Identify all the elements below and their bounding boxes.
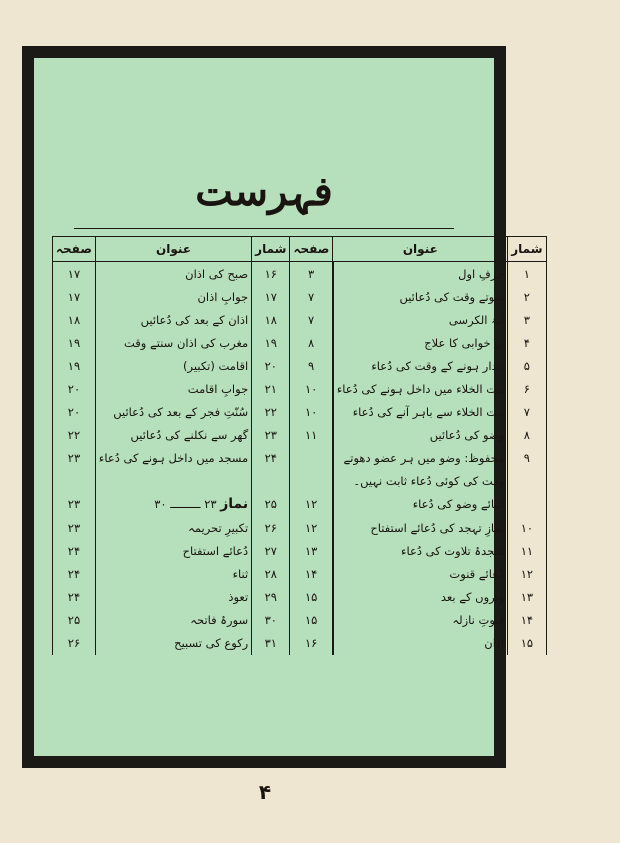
entry-topic: سجدۂ تلاوت کی دُعاء <box>333 539 508 562</box>
entry-topic: محفوظ: وضو میں ہر عضو دھوتے <box>333 447 508 470</box>
entry-topic: جوابِ اقامت <box>95 377 251 400</box>
entry-topic: سُنّتِ فجر کے بعد کی دُعائیں <box>95 401 251 424</box>
entry-serial: ۱۳ <box>508 585 546 608</box>
entry-topic: وتروں کے بعد <box>333 585 508 608</box>
entry-page: ۲۰ <box>53 377 96 400</box>
entry-topic: بیدار ہونے کے وقت کی دُعاء <box>333 354 508 377</box>
table-row <box>53 377 547 400</box>
entry-serial: ۲۷ <box>252 539 290 562</box>
entry-page: ۲۴ <box>53 562 96 585</box>
header-serial-right: شمار <box>508 237 546 262</box>
entry-page: ۲۴ <box>53 585 96 608</box>
entry-topic: نمازِ تہجد کی دُعائے استفتاح <box>333 516 508 539</box>
entry-serial: ۳۰ <box>252 608 290 631</box>
table-row <box>53 424 547 447</box>
entry-page: ۱۷ <box>53 285 96 308</box>
entry-page: ۱۹ <box>53 354 96 377</box>
entry-serial: ۴ <box>508 331 546 354</box>
entry-page: ۷ <box>290 308 333 331</box>
entry-page: ۱۰ <box>290 401 333 424</box>
page-number: ۴ <box>258 780 272 804</box>
entry-topic <box>95 493 251 516</box>
entry-topic: سورۂ فاتحہ <box>95 608 251 631</box>
entry-page: ۱۹ <box>53 331 96 354</box>
header-serial-left: شمار <box>252 237 290 262</box>
entry-page: ۱۷ <box>53 262 96 286</box>
table-row <box>53 632 547 655</box>
table-row <box>53 354 547 377</box>
entry-page: ۱۳ <box>290 539 333 562</box>
header-page-right: صفحہ <box>290 237 333 262</box>
entry-serial: ۱۹ <box>252 331 290 354</box>
entry-serial: ۱۲ <box>508 562 546 585</box>
entry-serial: ۲۴ <box>252 447 290 470</box>
entry-topic: وقت کی کوئی دُعاء ثابت نہیں۔ <box>333 470 508 493</box>
entry-serial: ۲۰ <box>252 354 290 377</box>
table-row <box>53 562 547 585</box>
entry-topic: دُعائے استفتاح <box>95 539 251 562</box>
entry-topic: بیت الخلاء سے باہر آنے کی دُعاء <box>333 401 508 424</box>
entry-serial: ۲ <box>508 285 546 308</box>
entry-topic: قنوتِ نازلہ <box>333 608 508 631</box>
table-row <box>53 262 547 286</box>
entry-serial: ۱۰ <box>508 516 546 539</box>
header-topic-left: عنوان <box>95 237 251 262</box>
entry-serial: ۸ <box>508 424 546 447</box>
entry-serial: ۲۹ <box>252 585 290 608</box>
entry-serial: ۱۱ <box>508 539 546 562</box>
table-row <box>53 493 547 516</box>
section-page-range: ۲۳ ـــــــــ ۳۰ <box>154 497 221 512</box>
entry-serial <box>508 493 546 516</box>
entry-topic: تکبیرِ تحریمہ <box>95 516 251 539</box>
table-row <box>53 331 547 354</box>
entry-serial: ۵ <box>508 354 546 377</box>
entry-serial: ۶ <box>508 377 546 400</box>
entry-serial: ۱۸ <box>252 308 290 331</box>
entry-page: ۲۲ <box>53 424 96 447</box>
page-title: فہرست <box>195 168 333 215</box>
table-row <box>53 470 547 493</box>
table-row <box>53 447 547 470</box>
entry-page: ۳ <box>290 262 333 286</box>
entry-serial: ۲۱ <box>252 377 290 400</box>
entry-page: ۱۱ <box>290 424 333 447</box>
title-divider <box>74 228 454 229</box>
entry-serial: ۱ <box>508 262 546 286</box>
entry-topic <box>95 470 251 493</box>
entry-serial: ۲۸ <box>252 562 290 585</box>
table-row <box>53 308 547 331</box>
entry-topic: بیت الخلاء میں داخل ہونے کی دُعاء <box>333 377 508 400</box>
entry-topic: ثناء <box>95 562 251 585</box>
table-row <box>53 585 547 608</box>
table-row <box>53 608 547 631</box>
entry-page: ۷ <box>290 285 333 308</box>
entry-serial: ۷ <box>508 401 546 424</box>
entry-page: ۲۳ <box>53 447 96 470</box>
section-heading: نماز <box>220 496 249 513</box>
header-page-left: صفحہ <box>53 237 96 262</box>
entry-topic: گھر سے نکلنے کی دُعائیں <box>95 424 251 447</box>
entry-topic: مسجد میں داخل ہونے کی دُعاء <box>95 447 251 470</box>
entry-serial: ۱۵ <box>508 632 546 655</box>
entry-page <box>290 470 333 493</box>
content-panel <box>33 57 543 757</box>
entry-serial: ۲۳ <box>252 424 290 447</box>
entry-topic: بے خوابی کا علاج <box>333 331 508 354</box>
entry-serial: ۲۵ <box>252 493 290 516</box>
entry-page: ۱۸ <box>53 308 96 331</box>
entry-page: ۱۵ <box>290 608 333 631</box>
entry-serial: ۳۱ <box>252 632 290 655</box>
entry-serial: ۱۷ <box>252 285 290 308</box>
page-frame <box>22 46 543 768</box>
entry-topic: آیۃ الکرسی <box>333 308 508 331</box>
entry-serial <box>252 470 290 493</box>
entry-page: ۲۳ <box>53 493 96 516</box>
entry-topic: رکوع کی تسبیح <box>95 632 251 655</box>
entry-topic: مغرب کی اذان سنتے وقت <box>95 331 251 354</box>
entry-topic: دُعائے قنوت <box>333 562 508 585</box>
entry-page <box>53 470 96 493</box>
entry-topic: تعوذ <box>95 585 251 608</box>
entry-page <box>290 447 333 470</box>
table-row <box>53 516 547 539</box>
entry-serial <box>508 470 546 493</box>
entry-page: ۱۴ <box>290 562 333 585</box>
entry-serial: ۱۶ <box>252 262 290 286</box>
entry-topic: اذان <box>333 632 508 655</box>
contents-table <box>52 236 547 655</box>
entry-topic: وضو کی دُعائیں <box>333 424 508 447</box>
entry-page: ۱۵ <box>290 585 333 608</box>
entry-topic: اثنائے وضو کی دُعاء <box>333 493 508 516</box>
entry-serial: ۹ <box>508 447 546 470</box>
entry-page: ۲۴ <box>53 539 96 562</box>
entry-topic: اذان کے بعد کی دُعائیں <box>95 308 251 331</box>
entry-topic: اقامت (تکبیر) <box>95 354 251 377</box>
table-row <box>53 285 547 308</box>
entry-topic: جوابِ اذان <box>95 285 251 308</box>
entry-topic: حرفِ اول <box>333 262 508 286</box>
entry-page: ۲۵ <box>53 608 96 631</box>
entry-topic: صبح کی اذان <box>95 262 251 286</box>
entry-page: ۱۲ <box>290 516 333 539</box>
entry-serial: ۱۴ <box>508 608 546 631</box>
table-row <box>53 539 547 562</box>
entry-topic: سوتے وقت کی دُعائیں <box>333 285 508 308</box>
entry-page: ۱۲ <box>290 493 333 516</box>
entry-page: ۹ <box>290 354 333 377</box>
entry-page: ۱۶ <box>290 632 333 655</box>
entry-page: ۲۳ <box>53 516 96 539</box>
entry-page: ۸ <box>290 331 333 354</box>
table-header-row <box>53 237 547 262</box>
entry-page: ۲۰ <box>53 401 96 424</box>
entry-serial: ۲۶ <box>252 516 290 539</box>
entry-serial: ۳ <box>508 308 546 331</box>
entry-serial: ۲۲ <box>252 401 290 424</box>
header-topic-right: عنوان <box>333 237 508 262</box>
entry-page: ۱۰ <box>290 377 333 400</box>
entry-page: ۲۶ <box>53 632 96 655</box>
table-row <box>53 401 547 424</box>
